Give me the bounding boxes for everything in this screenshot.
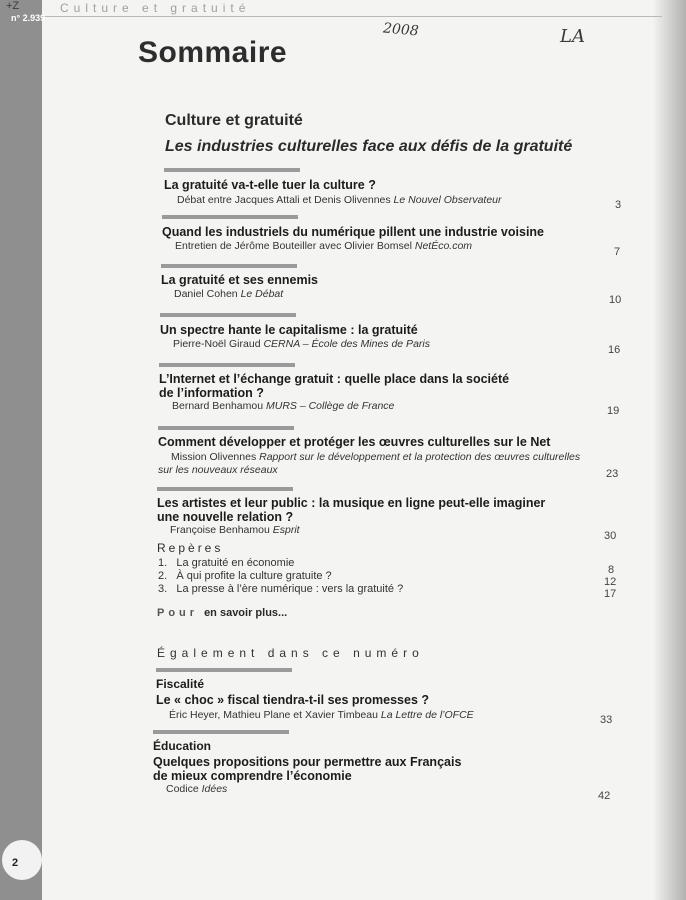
handwritten-year: 2008 [382, 20, 420, 40]
handwritten-initials: LA [560, 26, 585, 47]
section-bar [157, 487, 293, 491]
entry-title-line2: de mieux comprendre l’économie [153, 769, 352, 783]
page-folio: 2 [12, 857, 19, 869]
entry-author: Éric Heyer, Mathieu Plane et Xavier Timbeau La Lettre de l’OFCE [169, 709, 474, 721]
section-bar [162, 215, 298, 219]
entry-page: 7 [614, 246, 621, 258]
dossier-subtitle: Les industries culturelles face aux défis de la gratuité [165, 138, 573, 155]
entry-page: 33 [600, 714, 613, 726]
entry-source: MURS – Collège de France [265, 400, 395, 412]
folio-circle [2, 840, 42, 880]
entry-page: 19 [607, 405, 620, 417]
entry-source: La Lettre de l’OFCE [380, 709, 474, 721]
egalement-heading: Également dans ce numéro [157, 646, 424, 660]
entry-source: Idées [201, 783, 228, 795]
entry-title: Quelques propositions pour permettre aux Français [153, 755, 462, 769]
entry-source: Rapport sur le développement et la protection des œuvres culturelles [259, 451, 581, 463]
reperes-item: 1. La gratuité en économie [158, 557, 295, 569]
entry-page: 16 [608, 344, 621, 356]
entry-title: Quand les industriels du numérique pillent une industrie voisine [162, 225, 545, 239]
entry-title-line2: une nouvelle relation ? [157, 510, 294, 524]
section-bar [161, 264, 297, 268]
reperes-item: 3. La presse à l’ère numérique : vers la gratuité ? [158, 583, 404, 595]
entry-author: Pierre-Noël Giraud CERNA – École des Mines de Paris [173, 338, 430, 350]
entry-page: 23 [606, 468, 619, 480]
page-gutter-shadow [652, 0, 686, 900]
entry-author: Bernard Benhamou MURS – Collège de France [172, 400, 395, 412]
entry-title: Les artistes et leur public : la musique en ligne peut-elle imaginer [157, 496, 546, 510]
entry-title-line2: de l’information ? [159, 386, 264, 400]
entry-source-line2: sur les nouveaux réseaux [158, 464, 278, 476]
section-bar [160, 313, 296, 317]
entry-page: 42 [598, 790, 611, 802]
entry-title: L’Internet et l’échange gratuit : quelle place dans la société [159, 372, 510, 386]
entry-source: NetÉco.com [414, 240, 473, 252]
reperes-page: 8 [608, 564, 615, 576]
section-bar [159, 363, 295, 367]
entry-author: Françoise Benhamou Esprit [170, 524, 300, 536]
reperes-page: 17 [604, 588, 617, 600]
section-bar [158, 426, 294, 430]
entry-page: 30 [604, 530, 617, 542]
entry-source: Le Débat [240, 288, 284, 300]
left-margin-band [0, 0, 42, 900]
section-bar [156, 668, 292, 672]
issue-number: n° 2.939 [11, 13, 46, 23]
dossier-title: Culture et gratuité [165, 112, 303, 129]
pour-en-savoir-plus: Pour en savoir plus... [157, 607, 288, 619]
entry-author: Mission Olivennes Rapport sur le développement et la protection des œuvres culturelles [171, 451, 581, 463]
section-bar [153, 730, 289, 734]
section-bar [164, 168, 300, 172]
entry-author: Daniel Cohen Le Débat [174, 288, 284, 300]
entry-title: Un spectre hante le capitalisme : la gratuité [160, 323, 418, 337]
corner-mark: +Z [6, 0, 20, 12]
category-label: Fiscalité [156, 677, 205, 691]
entry-source: Esprit [272, 524, 300, 536]
reperes-page: 12 [604, 576, 617, 588]
page-title: Sommaire [138, 36, 288, 69]
entry-title: La gratuité va-t-elle tuer la culture ? [164, 178, 376, 192]
entry-title: La gratuité et ses ennemis [161, 273, 319, 287]
entry-author: Entretien de Jérôme Bouteiller avec Olivier Bomsel NetÉco.com [175, 240, 473, 252]
entry-author: Débat entre Jacques Attali et Denis Olivennes Le Nouvel Observateur [177, 194, 502, 206]
entry-title: Le « choc » fiscal tiendra-t-il ses promesses ? [156, 693, 430, 707]
header-rule [42, 16, 662, 17]
entry-page: 3 [615, 199, 622, 211]
running-title: Culture et gratuité [60, 1, 251, 15]
entry-source: Le Nouvel Observateur [393, 194, 502, 206]
reperes-item: 2. À qui profite la culture gratuite ? [158, 570, 332, 582]
entry-page: 10 [609, 294, 622, 306]
entry-source: CERNA – École des Mines de Paris [263, 338, 430, 350]
entry-title: Comment développer et protéger les œuvres culturelles sur le Net [158, 435, 551, 449]
category-label: Éducation [153, 739, 212, 753]
entry-author: Codice Idées [166, 783, 228, 795]
reperes-heading: Repères [157, 541, 224, 555]
